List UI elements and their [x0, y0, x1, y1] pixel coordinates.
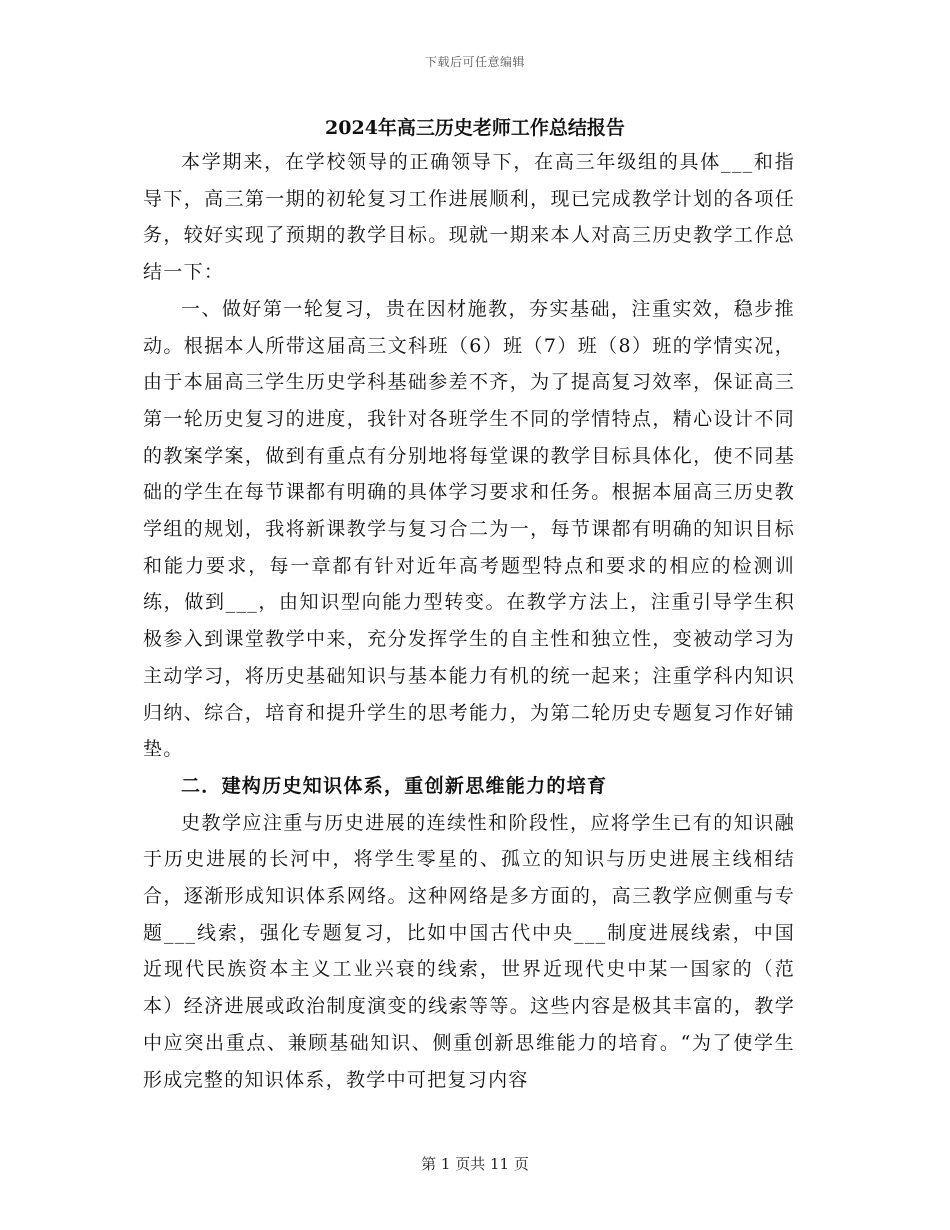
paragraph-intro: 本学期来，在学校领导的正确领导下，在高三年级组的具体___和指导下，高三第一期的初轮复习工作进展顺利，现已完成教学计划的各项任务，较好实现了预期的教学目标。现就一期来本人对高三历史教学工作总结一下： — [143, 151, 795, 284]
paragraph-section-1: 一、做好第一轮复习，贵在因材施教，夯实基础，注重实效，稳步推动。根据本人所带这届高三文科班（6）班（7）班（8）班的学情实况，由于本届高三学生历史学科基础参差不齐，为了提高复习效率，保证高三第一轮历史复习的进度，我针对各班学生不同的学情特点，精心设计不同的教案学案，做到有重点有分别地将每堂课的教学目标具体化，使不同基础的学生在每节课都有明确的具体学习要求和任务。根据本届高三历史教学组的规划，我将新课教学与复习合二为一，每节课都有明确的知识目标和能力要求，每一章都有针对近年高考题型特点和要求的相应的检测训练，做到___，由知识型向能力型转变。在教学方法上，注重引导学生积极参入到课堂教学中来，充分发挥学生的自主性和独立性，变被动学习为主动学习，将历史基础知识与基本能力有机的统一起来；注重学科内知识归纳、综合，培育和提升学生的思考能力，为第二轮历史专题复习作好铺垫。 — [143, 297, 795, 761]
document-body — [143, 144, 795, 1098]
paragraph-section-2: 史教学应注重与历史进展的连续性和阶段性，应将学生已有的知识融于历史进展的长河中，将学生零星的、孤立的知识与历史进展主线相结合，逐渐形成知识体系网络。这种网络是多方面的，高三教学应侧重与专题___线索，强化专题复习，比如中国古代中央___制度进展线索，中国近现代民族资本主义工业兴衰的线索，世界近现代史中某一国家的（范本）经济进展或政治制度演变的线索等等。这些内容是极其丰富的，教学中应突出重点、兼顾基础知识、侧重创新思维能力的培育。“为了使学生形成完整的知识体系，教学中可把复习内容 — [143, 811, 795, 1091]
document-title: 2024年高三历史老师工作总结报告 — [325, 117, 625, 139]
section-2-heading: 二．建构历史知识体系，重创新思维能力的培育 — [181, 774, 608, 797]
page-footer: 第 1 页共 11 页 — [421, 1155, 529, 1173]
header-note: 下载后可任意编辑 — [424, 55, 525, 69]
